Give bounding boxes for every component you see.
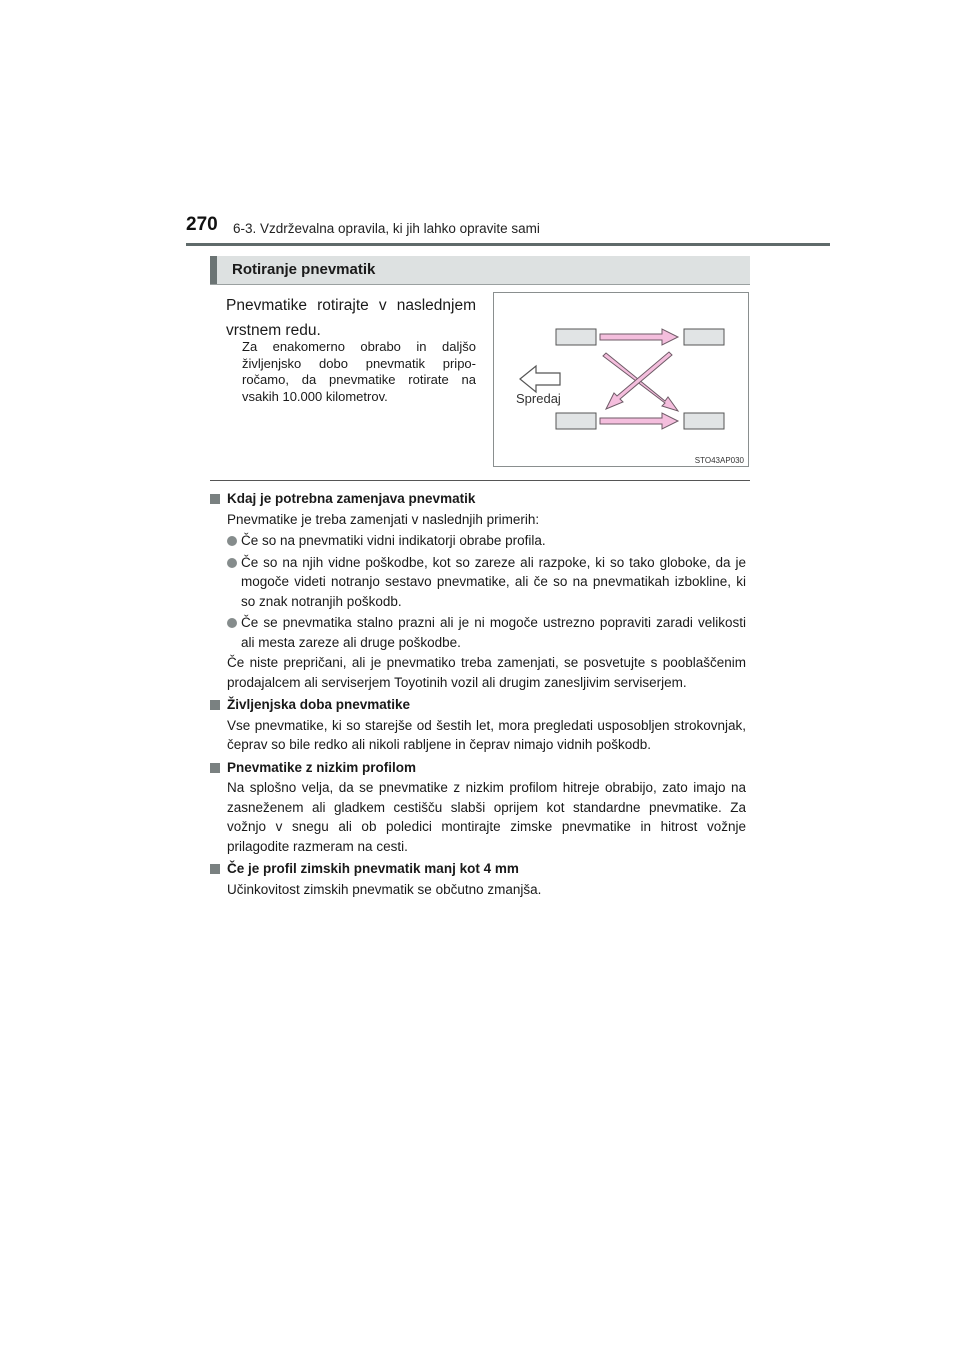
tire-rear-right (684, 413, 724, 429)
square-bullet-icon (210, 763, 220, 773)
rotation-note-text: Za enakomerno obrabo in daljšo življenjsko dobo pnevmatik priporočamo, da pnevmatike rotirate na vsakih 10.000 kilometrov. (242, 339, 476, 404)
paragraph: Na splošno velja, da se pnevmatike z nizkim profilom hitreje obrabijo, zato imajo na zasneženem ali gladkem cestišču slabši oprijem kot standardne pnevmatike. Za vožnjo v snegu ali ob poledici montirajte zimske pnevmatike in hitrost vožnje prilagodite razmeram na cesti. (227, 780, 746, 854)
section-title-band (210, 256, 750, 284)
paragraph: Pnevmatike je treba zamenjati v naslednjih primerih: (227, 511, 540, 527)
square-bullet-icon (210, 700, 220, 710)
section-title: Rotiranje pnevmatik (232, 261, 376, 278)
chapter-title: 6-3. Vzdrževalna opravila, ki jih lahko opravite sami (233, 221, 540, 236)
round-bullet-icon (227, 558, 237, 568)
page-number: 270 (186, 214, 218, 235)
front-direction-arrow (520, 366, 560, 392)
topic-tire-lifespan (210, 695, 746, 755)
rotation-lead-text: Pnevmatike rotirajte v naslednjem vrstnem redu. (226, 297, 476, 339)
tire-rotation-figure (493, 292, 749, 467)
tire-rotation-diagram (494, 293, 750, 468)
section-end-rule (210, 480, 750, 481)
topic-winter-tread-depth (210, 859, 746, 899)
round-bullet-icon (227, 536, 237, 546)
paragraph: Vse pnevmatike, ki so starejše od šestih let, mora pregledati usposobljen strokovnjak, čeprav so bile redko ali nikoli rabljene in čeprav nimajo vidnih poškodb. (227, 717, 746, 752)
sub-heading-text: Pnevmatike z nizkim profilom (227, 759, 417, 775)
bullet-item (210, 531, 746, 551)
paragraph: Če niste prepričani, ali je pnevmatiko treba zamenjati, se posvetujte s pooblaščenim prodajalcem ali serviserjem Toyotinih vozil ali drugim zanesljivim serviserjem. (227, 655, 746, 690)
square-bullet-icon (210, 864, 220, 874)
tire-front-right (684, 329, 724, 345)
bullet-text: Če so na pnevmatiki vidni indikatorji obrabe profila. (241, 533, 546, 548)
tire-front-left (556, 329, 596, 345)
paragraph: Učinkovitost zimskih pnevmatik se občutno zmanjša. (227, 881, 542, 897)
main-content (210, 486, 746, 899)
bullet-text: Če se pnevmatika stalno prazni ali je ni mogoče ustrezno popraviti zaradi velikosti ali mesta zareze ali druge poškodbe. (241, 615, 746, 650)
bullet-text: Če so na njih vidne poškodbe, kot so zareze ali razpoke, ki so tako globoke, da je mogoče videti notranjo sestavo pnevmatike, ali če so na pnevmatikah izbokline, ki so znak notranjih poškodb. (241, 554, 746, 609)
bullet-item (210, 613, 746, 652)
sub-heading-text: Če je profil zimskih pnevmatik manj kot 4 mm (227, 861, 519, 876)
topic-low-profile-tires (210, 758, 746, 857)
sub-heading (210, 489, 746, 509)
tire-rear-left (556, 413, 596, 429)
sub-heading (210, 859, 746, 879)
arrow-left-rear-to-right-rear (600, 413, 678, 429)
front-label: Spredaj (516, 391, 561, 406)
figure-code: STO43AP030 (694, 456, 744, 465)
section-title-underline (210, 284, 750, 285)
sub-heading-text: Življenjska doba pnevmatike (227, 697, 411, 712)
square-bullet-icon (210, 494, 220, 504)
sub-heading (210, 758, 746, 778)
sub-heading (210, 695, 746, 715)
topic-tire-replacement (210, 489, 746, 692)
header-rule (186, 243, 830, 246)
bullet-item (210, 553, 746, 612)
round-bullet-icon (227, 618, 237, 628)
arrow-left-front-to-right-front (600, 329, 678, 345)
sub-heading-text: Kdaj je potrebna zamenjava pnevmatik (227, 491, 476, 506)
